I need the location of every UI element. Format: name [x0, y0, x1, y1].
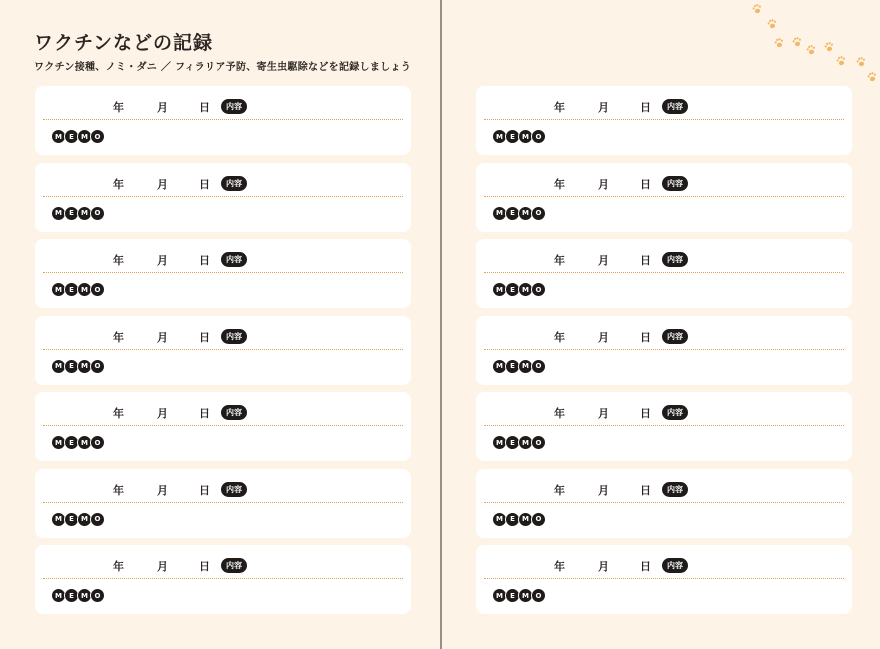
month-label: 月: [157, 407, 168, 420]
memo-letter: E: [64, 512, 79, 527]
memo-letter: O: [531, 512, 546, 527]
content-badge: 内容: [221, 252, 247, 267]
dotted-divider: [43, 502, 403, 503]
content-badge: 内容: [662, 99, 688, 114]
memo-letter: M: [51, 206, 66, 221]
date-row: [476, 326, 852, 346]
memo-letter: M: [77, 512, 92, 527]
memo-label: [51, 435, 103, 449]
day-label: 日: [640, 254, 651, 267]
day-label: 日: [640, 177, 651, 191]
date-row: [476, 479, 852, 499]
memo-letter: M: [518, 359, 533, 374]
memo-label: [492, 206, 544, 220]
page-subtitle: ワクチン接種、ノミ・ダニ ／ フィラリア予防、寄生虫駆除などを記録しましょう: [34, 62, 412, 73]
day-label: 日: [199, 330, 210, 344]
memo-letter: O: [531, 588, 546, 603]
memo-letter: M: [492, 282, 507, 297]
year-label: 年: [554, 483, 565, 497]
memo-label: [492, 282, 544, 296]
year-label: 年: [554, 407, 565, 420]
record-card: [476, 163, 852, 232]
memo-letter: M: [51, 359, 66, 374]
memo-letter: M: [518, 512, 533, 527]
memo-letter: M: [492, 129, 507, 144]
record-card: [476, 316, 852, 385]
year-label: 年: [113, 483, 124, 497]
month-label: 月: [157, 330, 168, 344]
memo-letter: E: [64, 206, 79, 221]
content-badge: 内容: [221, 329, 247, 344]
memo-letter: O: [531, 129, 546, 144]
memo-label: [51, 588, 103, 602]
date-row: [476, 249, 852, 269]
month-label: 月: [157, 483, 168, 497]
memo-letter: M: [77, 359, 92, 374]
dotted-divider: [43, 119, 403, 120]
date-row: [476, 402, 852, 422]
month-label: 月: [598, 560, 609, 573]
memo-label: [51, 282, 103, 296]
memo-letter: E: [505, 512, 520, 527]
paw-print-icon: [792, 36, 803, 47]
paw-print-icon: [824, 41, 835, 52]
day-label: 日: [199, 483, 210, 497]
day-label: 日: [199, 177, 210, 191]
memo-letter: M: [518, 282, 533, 297]
memo-label: [492, 588, 544, 602]
memo-label: [51, 512, 103, 526]
dotted-divider: [43, 349, 403, 350]
memo-letter: M: [77, 206, 92, 221]
record-card: [35, 545, 411, 614]
date-row: [476, 173, 852, 193]
memo-letter: M: [492, 588, 507, 603]
day-label: 日: [199, 560, 210, 573]
memo-label: [492, 359, 544, 373]
content-badge: 内容: [662, 558, 688, 573]
date-row: [35, 479, 411, 499]
dotted-divider: [484, 349, 844, 350]
year-label: 年: [113, 101, 124, 114]
dotted-divider: [43, 196, 403, 197]
paw-print-icon: [752, 3, 763, 14]
content-badge: 内容: [662, 252, 688, 267]
dotted-divider: [484, 119, 844, 120]
record-card: [476, 545, 852, 614]
record-card: [476, 392, 852, 461]
memo-letter: E: [505, 206, 520, 221]
paw-print-icon: [767, 18, 778, 29]
content-badge: 内容: [221, 176, 247, 191]
year-label: 年: [554, 177, 565, 191]
memo-letter: E: [64, 588, 79, 603]
memo-letter: M: [77, 282, 92, 297]
dotted-divider: [484, 272, 844, 273]
page-title: ワクチンなどの記録: [34, 32, 214, 54]
dotted-divider: [484, 502, 844, 503]
memo-letter: O: [531, 435, 546, 450]
date-row: [35, 173, 411, 193]
memo-letter: M: [492, 512, 507, 527]
memo-letter: E: [505, 359, 520, 374]
memo-letter: M: [492, 435, 507, 450]
memo-letter: E: [64, 282, 79, 297]
memo-letter: E: [505, 435, 520, 450]
record-card: [35, 163, 411, 232]
content-badge: 内容: [662, 482, 688, 497]
content-badge: 内容: [221, 405, 247, 420]
dotted-divider: [484, 578, 844, 579]
memo-letter: M: [492, 359, 507, 374]
record-card: [476, 469, 852, 538]
paw-print-icon: [806, 44, 817, 55]
memo-letter: E: [505, 282, 520, 297]
day-label: 日: [640, 407, 651, 420]
memo-letter: O: [531, 359, 546, 374]
month-label: 月: [157, 254, 168, 267]
content-badge: 内容: [221, 558, 247, 573]
year-label: 年: [554, 254, 565, 267]
day-label: 日: [640, 330, 651, 344]
memo-letter: O: [90, 282, 105, 297]
memo-letter: E: [505, 129, 520, 144]
memo-letter: O: [90, 129, 105, 144]
month-label: 月: [157, 560, 168, 573]
month-label: 月: [598, 101, 609, 114]
content-badge: 内容: [662, 176, 688, 191]
record-card: [35, 316, 411, 385]
memo-label: [492, 512, 544, 526]
year-label: 年: [113, 177, 124, 191]
day-label: 日: [640, 560, 651, 573]
year-label: 年: [554, 330, 565, 344]
dotted-divider: [43, 272, 403, 273]
month-label: 月: [157, 101, 168, 114]
month-label: 月: [598, 254, 609, 267]
year-label: 年: [554, 560, 565, 573]
memo-letter: O: [531, 206, 546, 221]
year-label: 年: [113, 407, 124, 420]
record-card: [476, 86, 852, 155]
year-label: 年: [113, 330, 124, 344]
content-badge: 内容: [662, 329, 688, 344]
paw-print-icon: [836, 55, 847, 66]
year-label: 年: [554, 101, 565, 114]
day-label: 日: [199, 254, 210, 267]
paw-print-icon: [774, 37, 785, 48]
record-card: [35, 239, 411, 308]
memo-letter: M: [492, 206, 507, 221]
day-label: 日: [199, 101, 210, 114]
date-row: [476, 96, 852, 116]
memo-letter: M: [518, 206, 533, 221]
memo-letter: E: [505, 588, 520, 603]
month-label: 月: [598, 407, 609, 420]
memo-letter: M: [77, 588, 92, 603]
date-row: [35, 326, 411, 346]
date-row: [35, 402, 411, 422]
memo-letter: M: [51, 435, 66, 450]
memo-letter: O: [90, 206, 105, 221]
month-label: 月: [598, 483, 609, 497]
content-badge: 内容: [662, 405, 688, 420]
memo-label: [51, 129, 103, 143]
date-row: [476, 555, 852, 575]
memo-letter: M: [518, 129, 533, 144]
content-badge: 内容: [221, 482, 247, 497]
month-label: 月: [598, 177, 609, 191]
record-card: [35, 392, 411, 461]
memo-letter: M: [51, 588, 66, 603]
year-label: 年: [113, 254, 124, 267]
memo-letter: M: [51, 282, 66, 297]
date-row: [35, 96, 411, 116]
book-spine: [440, 0, 442, 649]
paw-print-decoration: [745, 0, 880, 90]
memo-label: [492, 129, 544, 143]
memo-letter: M: [518, 435, 533, 450]
memo-letter: O: [531, 282, 546, 297]
memo-letter: M: [51, 512, 66, 527]
content-badge: 内容: [221, 99, 247, 114]
month-label: 月: [598, 330, 609, 344]
dotted-divider: [484, 196, 844, 197]
memo-letter: M: [51, 129, 66, 144]
dotted-divider: [484, 425, 844, 426]
day-label: 日: [640, 101, 651, 114]
date-row: [35, 555, 411, 575]
memo-label: [51, 359, 103, 373]
day-label: 日: [199, 407, 210, 420]
record-card: [35, 86, 411, 155]
memo-label: [492, 435, 544, 449]
memo-label: [51, 206, 103, 220]
record-card: [35, 469, 411, 538]
memo-letter: E: [64, 359, 79, 374]
date-row: [35, 249, 411, 269]
memo-letter: M: [518, 588, 533, 603]
memo-letter: E: [64, 435, 79, 450]
memo-letter: O: [90, 435, 105, 450]
year-label: 年: [113, 560, 124, 573]
memo-letter: O: [90, 588, 105, 603]
memo-letter: O: [90, 512, 105, 527]
dotted-divider: [43, 578, 403, 579]
month-label: 月: [157, 177, 168, 191]
record-card: [476, 239, 852, 308]
memo-letter: M: [77, 129, 92, 144]
memo-letter: O: [90, 359, 105, 374]
paw-print-icon: [856, 56, 867, 67]
memo-letter: E: [64, 129, 79, 144]
day-label: 日: [640, 483, 651, 497]
dotted-divider: [43, 425, 403, 426]
paw-print-icon: [867, 71, 878, 82]
memo-letter: M: [77, 435, 92, 450]
